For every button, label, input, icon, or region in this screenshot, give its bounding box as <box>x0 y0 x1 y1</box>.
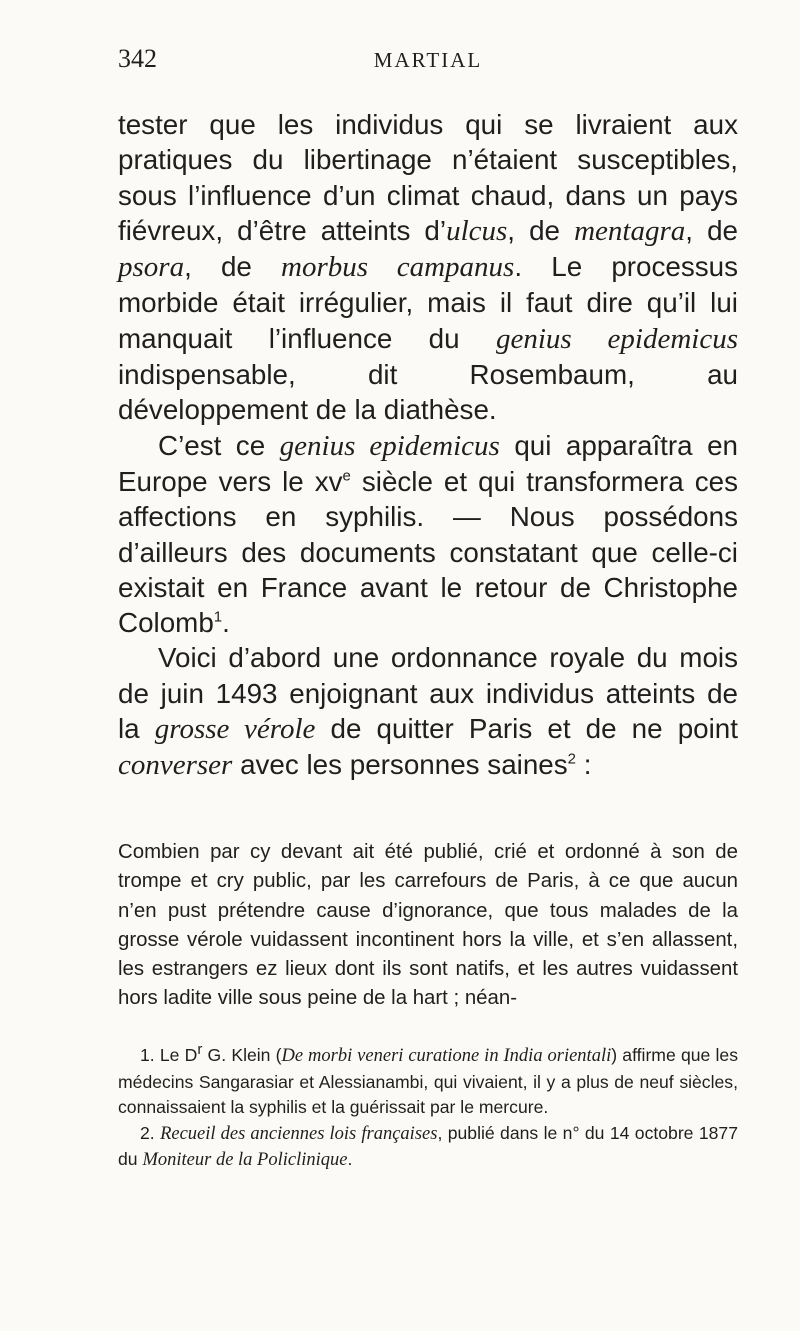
footnote-1 <box>118 1043 738 1121</box>
text-run: . <box>222 607 230 639</box>
italic-title: De morbi veneri curatione in India orientali <box>281 1046 612 1066</box>
text-run: . <box>347 1149 353 1169</box>
italic-term: mentagra <box>574 214 686 247</box>
page-header <box>118 44 738 84</box>
text-run: qui apparaîtra en Europe vers le xv <box>118 429 739 497</box>
paragraph-1 <box>118 107 738 428</box>
italic-title: Moniteur de la Policlinique <box>142 1150 348 1170</box>
paragraph-2 <box>118 428 738 641</box>
text-run: C’est ce <box>158 429 280 461</box>
text-run: G. Klein ( <box>202 1045 282 1065</box>
superscript: r <box>197 1041 203 1059</box>
footnotes <box>118 1043 738 1174</box>
block-quote <box>118 838 738 1014</box>
running-title: MARTIAL <box>373 48 483 72</box>
text-run: Voici d’abord une ordonnance royale du mois de juin 1493 enjoignant aux individus atteints de la <box>118 642 738 745</box>
text-run: , publié dans le n° du 14 octobre 1877 du <box>118 1122 738 1169</box>
italic-term: genius epidemicus <box>495 322 739 355</box>
main-text <box>118 107 738 784</box>
text-run: 2. <box>140 1122 161 1143</box>
text-run: . Le processus morbide était irrégulier, mais il faut dire qu’il lui manquait l’influence du <box>118 251 739 354</box>
footnote-2 <box>118 1121 738 1174</box>
text-run: , de <box>184 251 282 283</box>
italic-term: ulcus <box>446 214 508 247</box>
text-run: de quitter Paris et de ne point <box>315 713 738 745</box>
italic-term: converser <box>118 749 233 782</box>
footnote-ref: 2 <box>567 751 576 769</box>
italic-term: genius epidemicus <box>279 429 500 462</box>
text-run: avec les personnes saines <box>232 749 568 781</box>
superscript: e <box>342 467 351 485</box>
text-run: : <box>576 749 592 781</box>
italic-term: grosse vérole <box>154 713 316 746</box>
text-run: indispensable, dit Rosembaum, au développement de la diathèse. <box>118 359 738 426</box>
italic-term: morbus campanus <box>281 251 515 284</box>
text-run: , de <box>685 214 738 246</box>
paragraph-3 <box>118 640 738 783</box>
text-run: ) affirme que les médecins Sangarasiar et Alessianambi, qui vivaient, il y a plus de neuf siècles, connaissaient la syphilis et la guérissait par le mercure. <box>118 1045 738 1117</box>
text-run: tester que les individus qui se livraient aux pratiques du libertinage n’étaient susceptibles, sous l’influence d’un climat chaud, dans un pays fiévreux, d’être atteints d’ <box>118 109 738 246</box>
italic-term: psora <box>118 251 185 284</box>
text-run: 1. Le D <box>140 1045 198 1065</box>
italic-title: Recueil des anciennes lois françaises <box>160 1123 438 1144</box>
quote-text: Combien par cy devant ait été publié, crié et ordonné à son de trompe et cry public, par les carrefours de Paris, à ce que aucun n’en pust prétendre cause d’ignorance, que tous malades de la grosse vérole vuidassent incontinent hors la ville, et s’en allassent, les estrangers ez lieux dont ils sont natifs, et les autres vuidassent hors ladite ville sous peine de la hart ; néan- <box>118 841 738 1010</box>
footnote-ref: 1 <box>213 608 223 626</box>
page-number: 342 <box>118 44 157 73</box>
text-run: , de <box>507 214 575 246</box>
text-run: siècle et qui transformera ces affections en syphilis. — Nous possédons d’ailleurs des documents constatant que celle-ci existait en France avant le retour de Christophe Colomb <box>118 465 738 639</box>
